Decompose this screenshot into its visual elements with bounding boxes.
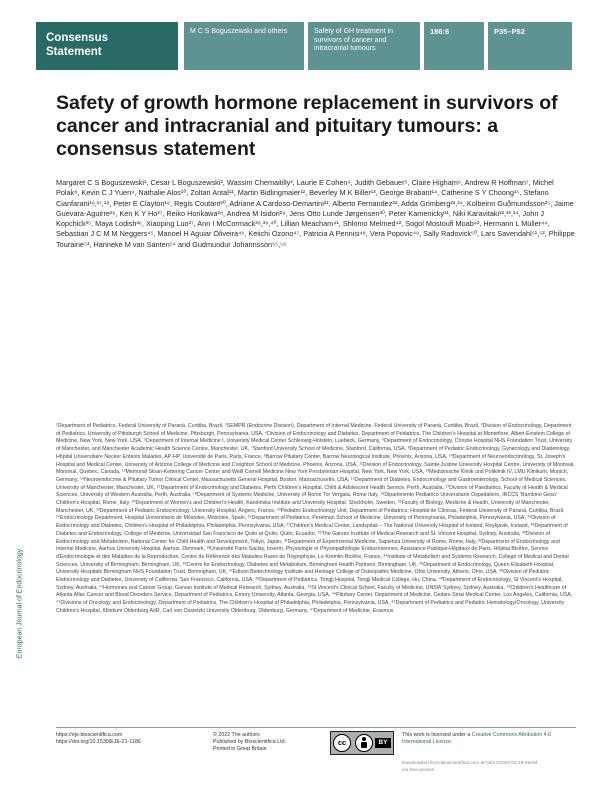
person-body-shape (361, 742, 367, 748)
footer-divider (56, 727, 576, 728)
journal-name: European Journal of Endocrinology (16, 548, 24, 659)
journal-url-link[interactable]: https://eje.bioscientifica.com (56, 732, 123, 738)
license-prefix: This work is licensed under a (402, 732, 472, 738)
journal-sidebar (0, 180, 40, 659)
journal-header (0, 0, 600, 70)
article-title: Safety of growth hormone replacement in survivors of cancer and intracranial and pituitary tumours: a consensus statement (56, 92, 558, 160)
person-head-shape (362, 737, 366, 741)
cc-icon: cc (333, 734, 351, 752)
article-type-line2: Statement (46, 46, 102, 58)
copyright-text: © 2022 The authors (213, 732, 260, 738)
access-text: via free access (402, 767, 434, 773)
cc-by-license-badge[interactable] (330, 731, 394, 755)
printed-text: Printed in Great Britain (213, 746, 267, 752)
publisher-text: Published by Bioscientifica Ltd. (213, 739, 287, 745)
header-pages: P35–P52 (488, 22, 572, 70)
header-volume: 186:6 (424, 22, 484, 70)
header-authors: M C S Boguszewski and others (184, 22, 304, 70)
footer-links (56, 732, 141, 746)
article-type-banner (36, 22, 178, 70)
license-link[interactable]: Creative Commons Attribution 4.0 International License. (402, 732, 551, 745)
doi-link[interactable]: https://doi.org/10.1530/EJE-21-1186 (56, 739, 141, 745)
download-text: Downloaded from Bioscientifica.com at 03/17/2022 02:19:49AM (402, 761, 538, 766)
license-statement (402, 732, 572, 746)
page-footer (0, 727, 600, 782)
header-running-title: Safety of GH treatment in survivors of cancer and intracranial tumours (308, 22, 420, 70)
attribution-icon (355, 734, 373, 752)
author-list: Margaret C S Boguszewski¹, Cesar L Boguszewski², Wassim Chemaitilly³, Laurie E Cohen⁴, Judith Gebauer⁵, Claire Higham⁶, Andrew R Hoffman⁷, Michel Polak⁸, Kevin C J Yuen⁹, Nathalie Alos¹⁰, Zoltan Antal¹¹, Martin Bidlingmaier¹², Beverley M K Biller¹³, George Brabant¹⁴, Catherine S Y Choong¹⁵, Stefano Cianfarani¹⁶,¹⁷,¹⁸, Peter E Clayton¹⁹, Regis Coutant²⁰, Adriane A Cardoso-Demartini²¹, Alberto Fernandez²², Adda Grimberg²³,²⁴, Kolbeinn Guðmundsson²⁵, Jaime Guevara-Aguirre²⁶, Ken K Y Ho²⁷, Reiko Horikawa²⁸, Andrea M Isidori²⁹, Jens Otto Lunde Jørgensen³⁰, Peter Kamenicky³¹, Niki Karavitaki³²,³³,³⁴, John J Kopchick³⁵, Maya Lodish³⁶, Xiaoping Luo³⁷, Ann I McCormack³⁸,³⁹,⁴⁰, Lillian Meacham⁴¹, Shlomo Melmed⁴², Sogol Mostoufi Moab⁴³, Hermann L Müller⁴⁴, Sebastian J C M M Neggers⁴⁵, Manoel H Aguiar Oliveira⁴⁶, Keiichi Ozono⁴⁷, Patricia A Pennisi⁴⁸, Vera Popovic⁴⁹, Sally Radovick⁵⁰, Lars Savendahl⁵¹,⁵², Philippe Touraine⁵³, Hanneke M van Santen⁵⁴ and Gudmundur Johannsson⁵⁵,⁵⁶ (56, 178, 575, 249)
footer-publisher (213, 732, 286, 753)
affiliation-list: ¹Department of Pediatrics, Federal University of Paraná, Curitiba, Brazil, ²SEMPR (Endocrine Division), Department of Internal Medicine, Federal University of Paraná, Curitiba, Brazil, ³Division of Endocrinology, Department of Pediatrics, University of Pittsburgh School of Medicine, Pittsburgh, Pennsylvania, USA, ⁴Division of Endocrinology and Diabetes, Department of Pediatrics, The Children's Hospital at Montefiore, Albert Einstein College of Medicine, New York, New York, USA, ⁵Department of Internal Medicine I, University Medical Center Schleswig-Holstein, Luebeck, Germany, ⁶Department of Endocrinology, Christie Hospital NHS Foundation Trust, University of Manchester, and Manchester Academic Health Science Centre, Manchester, UK, ⁷Stanford University School of Medicine, Stanford, California, USA, ⁸Department of Pediatric Endocrinology, Gynecology and Diabetology, Hôpital Universitaire Necker Enfants Malades, AP-HP, Université de Paris, Paris, France, ⁹Barrow Pituitary Center, Barrow Neurological Institute, Phoenix, Arizona, USA, ¹⁰Department of Neuroendocrinology, St. Joseph's Hospital and Medical Center, University of Arizona College of Medicine and Creighton School of Medicine, Phoenix, Arizona, USA, ¹¹Division of Endocrinology, Sainte-Justine University Hospital Centre, University of Montreal, Montreal, Quebec, Canada, ¹²Memorial Sloan-Kettering Cancer Center and Weill Cornell Medicine New York Presbyterian Hospital, New York, New York, USA, ¹³Medizinische Klinik und Poliklinik IV, LMU Klinikum, Munich, Germany, ¹⁴Neuroendocrine & Pituitary Tumor Clinical Center, Massachusetts General Hospital, Boston, Massachusetts, USA, ¹⁵Department of Diabetes, Endocrinology and Gastroenterology, School of Medical Sciences, University of Manchester, Manchester, UK, ¹⁶Department of Endocrinology and Diabetes, Perth Children's Hospital, Child & Adolescent Health Service, Perth, Australia, ¹⁷Division of Paediatrics, Faculty of Health & Medical Sciences, University of Western Australia, Perth, Australia, ¹⁸Department of Systems Medicine, University of Rome Tor Vergata, Rome Italy, ¹⁹Dipartimento Pediatrico Universitario Ospedaliero, IRCCS 'Bambino Gesù' Children's Hospital, Rome, Italy, ²⁰Department of Women's and Children's Health, Karolinska Institute and University Hospital, Stockholm, Sweden, ²¹Faculty of Biology, Medicine & Health, University of Manchester, Manchester, UK, ²²Department of Pediatric Endocrinology, University Hospital, Angers, France, ²³Pediatric Endocrinology Unit, Department of Pediatrics, Hospital de Clínicas, Federal University of Paraná, Curitiba, Brazil, ²⁴Endocrinology Department, Hospital Universitario de Móstoles, Móstoles, Spain, ²⁵Department of Pediatrics, Perelman School of Medicine, University of Pennsylvania, Philadelphia, Pennsylvania, USA, ²⁶Division of Endocrinology and Diabetes, Children's Hospital of Philadelphia, Philadelphia, Pennsylvania, USA, ²⁷Children's Medical Center, Landspitali – The National University Hospital of Iceland, Reykjavik, Iceland, ²⁸Department of Diabetes and Endocrinology, College of Medicine, Universidad San Francisco de Quito at Quito, Quito, Ecuador, ²⁹The Garvan Institute of Medical Research and St. Vincent Hospital, Sydney, Australia, ³⁰Division of Endocrinology and Metabolism, National Center for Child Health and Development, Tokyo, Japan, ³¹Department of Experimental Medicine, Sapienza University of Rome, Rome, Italy, ³²Department of Endocrinology and Internal Medicine, Aarhus University Hospital, Aarhus, Denmark, ³³Université Paris-Saclay, Inserm, Physiologie et Physiopathologie Endocriniennes, Assistance Publique-Hôpitaux de Paris, Hôpital Bicêtre, Service d'Endocrinologie et des Maladies de la Reproduction, Centre de Référence des Maladies Rares de l'Hypophyse, Le Kremlin-Bicêtre, France, ³⁴Institute of Metabolism and Systems Research, College of Medical and Dental Sciences, University of Birmingham, Birmingham, UK, ³⁵Centre for Endocrinology, Diabetes and Metabolism, Birmingham Health Partners, Birmingham, UK, ³⁶Department of Endocrinology, Queen Elizabeth Hospital, University Hospitals Birmingham NHS Foundation Trust, Birmingham, UK, ³⁷Edison Biotechnology Institute and Heritage College of Osteopathic Medicine, Ohio University, Athens, Ohio, USA, ³⁸Division of Pediatric Endocrinology and Diabetes, University of California, San Francisco, California, USA, ³⁹Department of Pediatrics, Tongji Hospital, Tongji Medical College, Hu, China, ⁴⁰Department of Endocrinology, St Vincent's Hospital, Sydney, Australia, ⁴¹Hormones and Cancer Group, Garvan Institute of Medical Research, Sydney, Australia, ⁴²St Vincent's Clinical School, Faculty of Medicine, UNSW Sydney, Sydney, Australia, ⁴³Children's Healthcare of Atlanta Aflac Cancer and Blood Disorders Service, Department of Pediatrics, Emory University, Atlanta, Georgia, USA, ⁴⁴Pituitary Center, Department of Medicine, Cedars-Sinai Medical Center, Los Angeles, California, USA, ⁴⁵Divisions of Oncology and Endocrinology, Department of Pediatrics, The Children's Hospital of Philadelphia, Philadelphia, Pennsylvania, USA, ⁴⁶Department of Pediatrics and Pediatric Hematology/Oncology, University Children's Hospital, Klinikum Oldenburg AöR, Carl von Ossietzki University Oldenburg, Oldenburg, Germany, ⁴⁷Department of Medicine, Erasmus (56, 423, 575, 614)
article-type-line1: Consensus (46, 32, 108, 44)
download-notice (402, 761, 582, 774)
cc-by-label: BY (375, 738, 391, 748)
